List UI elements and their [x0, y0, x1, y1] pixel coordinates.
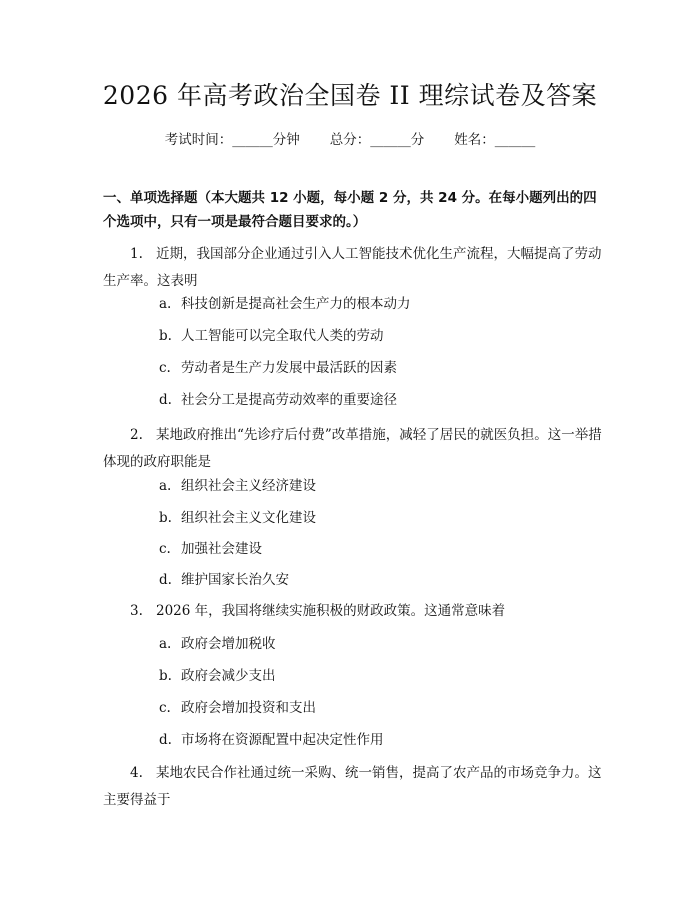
option-text: 劳动者是生产力发展中最活跃的因素 [181, 360, 397, 376]
question-stem: 2026 年，我国将继续实施积极的财政政策。这通常意味着 [156, 603, 506, 619]
option-2a [159, 476, 599, 496]
option-letter: d. [159, 572, 172, 588]
option-text: 组织社会主义文化建设 [181, 510, 316, 526]
question-number: 1. [130, 246, 143, 262]
question-number: 2. [130, 427, 143, 443]
question-number: 4. [130, 765, 143, 781]
page-title: 2026 年高考政治全国卷 II 理综试卷及答案 [102, 81, 598, 110]
option-text: 政府会增加税收 [181, 636, 276, 652]
option-text: 人工智能可以完全取代人类的劳动 [181, 328, 384, 344]
option-1b [159, 326, 599, 346]
exam-time-field: 考试时间：______分钟 [164, 132, 300, 148]
exam-meta [0, 130, 700, 150]
question-2 [103, 422, 603, 476]
option-text: 市场将在资源配置中起决定性作用 [181, 732, 384, 748]
option-text: 政府会增加投资和支出 [181, 700, 316, 716]
question-3 [103, 598, 603, 625]
option-3c [159, 698, 599, 718]
question-4 [103, 760, 603, 814]
option-3a [159, 634, 599, 654]
option-3d [159, 730, 599, 750]
option-text: 政府会减少支出 [181, 668, 276, 684]
option-letter: c. [159, 541, 171, 557]
option-letter: d. [159, 392, 172, 408]
option-text: 组织社会主义经济建设 [181, 478, 316, 494]
name-field: 姓名：______ [454, 132, 536, 148]
option-2c [159, 539, 599, 559]
option-letter: b. [159, 328, 172, 344]
option-2d [159, 570, 599, 590]
option-letter: b. [159, 668, 172, 684]
option-letter: c. [159, 700, 171, 716]
question-stem: 某地政府推出“先诊疗后付费”改革措施，减轻了居民的就医负担。这一举措体现的政府职能是 [103, 427, 602, 470]
option-text: 维护国家长治久安 [181, 572, 289, 588]
section-heading: 一、单项选择题（本大题共 12 小题，每小题 2 分，共 24 分。在每小题列出的四个选项中，只有一项是最符合题目要求的。） [103, 190, 597, 230]
option-letter: a. [159, 478, 172, 494]
option-1c [159, 358, 599, 378]
option-letter: a. [159, 636, 172, 652]
option-text: 科技创新是提高社会生产力的根本动力 [181, 296, 411, 312]
option-text: 加强社会建设 [181, 541, 262, 557]
option-2b [159, 508, 599, 528]
option-letter: c. [159, 360, 171, 376]
option-1d [159, 390, 599, 410]
question-stem: 某地农民合作社通过统一采购、统一销售，提高了农产品的市场竞争力。这主要得益于 [103, 765, 602, 808]
total-score-field: 总分：______分 [329, 132, 425, 148]
option-3b [159, 666, 599, 686]
question-number: 3. [130, 603, 143, 619]
option-letter: a. [159, 296, 172, 312]
question-1 [103, 241, 603, 295]
option-letter: d. [159, 732, 172, 748]
option-1a [159, 294, 599, 314]
question-stem: 近期，我国部分企业通过引入人工智能技术优化生产流程，大幅提高了劳动生产率。这表明 [103, 246, 602, 289]
option-letter: b. [159, 510, 172, 526]
option-text: 社会分工是提高劳动效率的重要途径 [181, 392, 397, 408]
